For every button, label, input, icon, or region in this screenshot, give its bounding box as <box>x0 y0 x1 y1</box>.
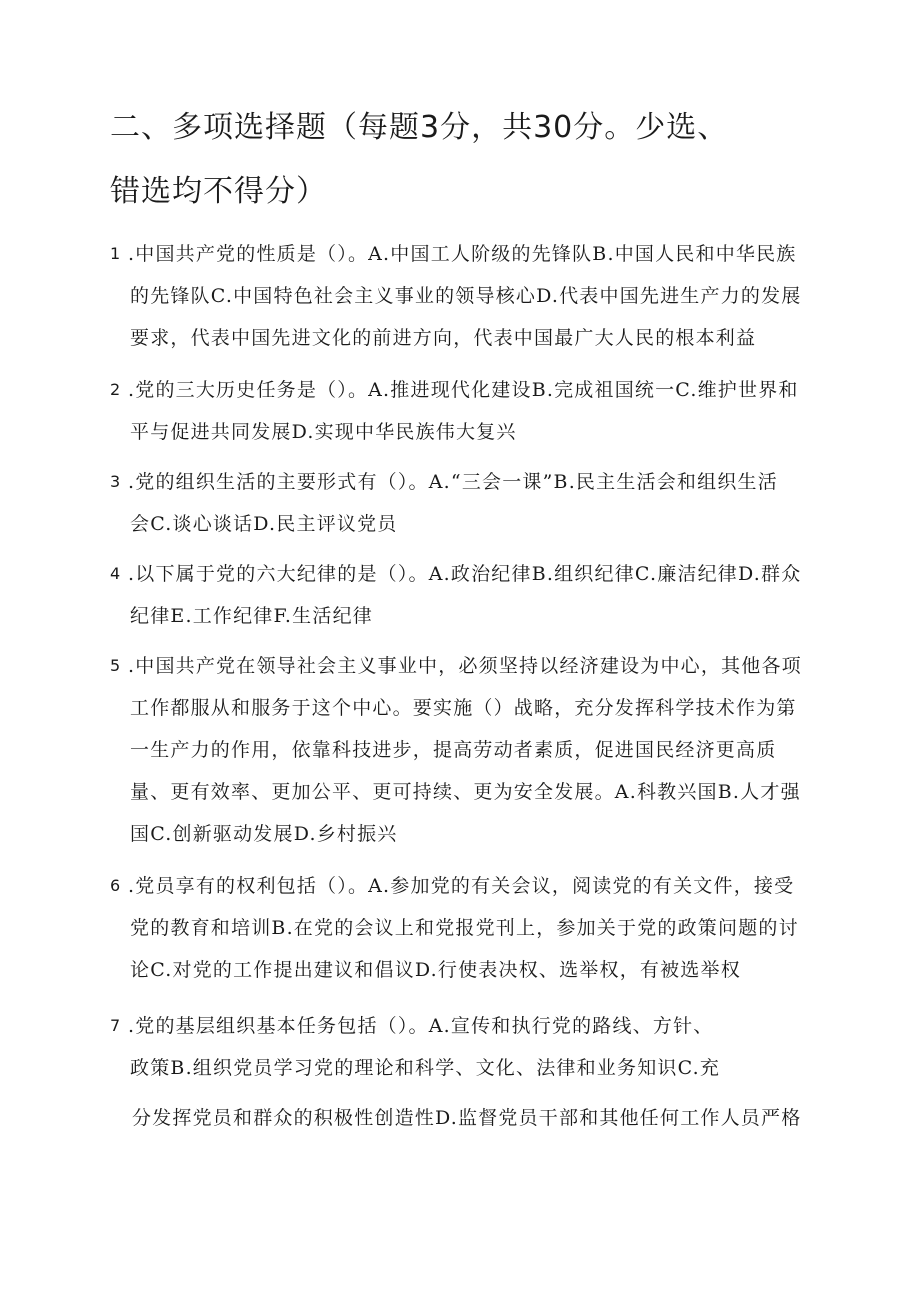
question-text-line: 国C.创新驱动发展D.乡村振兴 <box>130 823 398 845</box>
question-text-line: 论C.对党的工作提出建议和倡议D.行使表决权、选举权，有被选举权 <box>130 959 741 981</box>
question-number: 5 <box>110 656 121 675</box>
question-text-line: 工作都服从和服务于这个中心。要实施（）战略，充分发挥科学技术作为第 <box>130 697 797 719</box>
question-text-line: .中国共产党在领导社会主义事业中，必须坚持以经济建设为中心，其他各项 <box>128 655 802 677</box>
section-heading-line-2: 错选均不得分） <box>110 174 327 209</box>
question-text-line: 纪律E.工作纪律F.生活纪律 <box>130 605 373 627</box>
section-heading-line-1: 二、多项选择题（每题3分，共30分。少选、 <box>110 110 729 145</box>
question-number: 7 <box>110 1016 121 1035</box>
question-text-line: 一生产力的作用，依靠科技进步，提高劳动者素质，促进国民经济更高质 <box>130 739 777 761</box>
question-number: 6 <box>110 876 121 895</box>
question-text-line: 平与促进共同发展D.实现中华民族伟大复兴 <box>130 421 517 443</box>
question-text-line: 要求，代表中国先进文化的前进方向，代表中国最广大人民的根本利益 <box>130 327 757 349</box>
question-number: 4 <box>110 564 121 583</box>
question-text-line: .党的组织生活的主要形式有（）。A.“三会一课”B.民主生活会和组织生活 <box>128 471 778 493</box>
question-text-line: .以下属于党的六大纪律的是（）。A.政治纪律B.组织纪律C.廉洁纪律D.群众 <box>128 563 802 585</box>
question-text-line: .党员享有的权利包括（）。A.参加党的有关会议，阅读党的有关文件，接受 <box>128 875 795 897</box>
question-number: 2 <box>110 380 121 399</box>
question-text-line: 党的教育和培训B.在党的会议上和党报党刊上，参加关于党的政策问题的讨 <box>130 917 799 939</box>
question-text-line: 量、更有效率、更加公平、更可持续、更为安全发展。A.科教兴国B.人才强 <box>130 781 801 803</box>
question-text-line: .党的三大历史任务是（）。A.推进现代化建设B.完成祖国统一C.维护世界和 <box>128 379 799 401</box>
question-text-line: 会C.谈心谈话D.民主评议党员 <box>130 513 398 535</box>
question-text-line: 政策B.组织党员学习党的理论和科学、文化、法律和业务知识C.充 <box>130 1057 721 1079</box>
question-text-line: .中国共产党的性质是（）。A.中国工人阶级的先锋队B.中国人民和中华民族 <box>128 243 797 265</box>
question-text-line: 的先锋队C.中国特色社会主义事业的领导核心D.代表中国先进生产力的发展 <box>130 285 802 307</box>
question-text-line: 分发挥党员和群众的积极性创造性D.监督党员干部和其他任何工作人员严格 <box>132 1107 802 1129</box>
question-number: 1 <box>110 244 121 263</box>
question-number: 3 <box>110 472 121 491</box>
question-text-line: .党的基层组织基本任务包括（）。A.宣传和执行党的路线、方针、 <box>128 1015 714 1037</box>
